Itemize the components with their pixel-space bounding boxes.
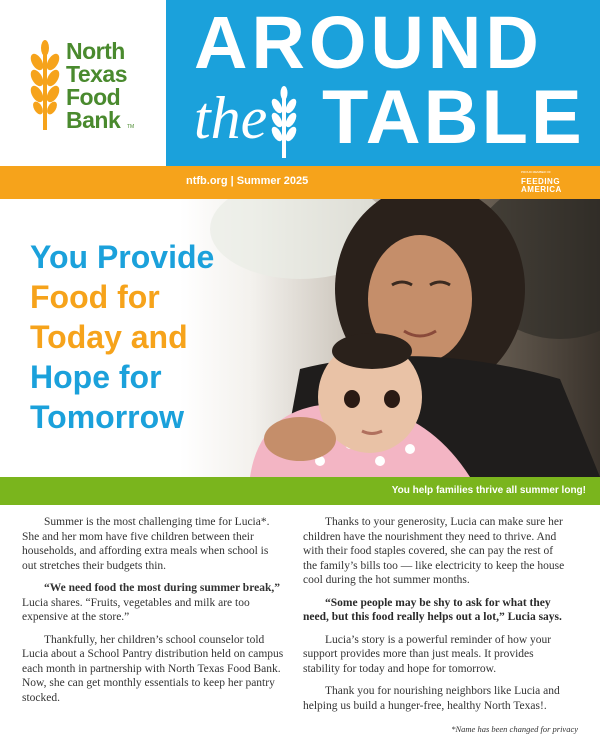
logo-line: Food [66,84,121,110]
issue-line: ntfb.org | Summer 2025 [186,175,309,187]
headline-line: You Provide [30,239,215,275]
partner-line2: AMERICA [521,185,562,194]
footnote: *Name has been changed for privacy [451,724,578,734]
paragraph: Thank you for nourishing neighbors like Lucia and helping us build a hunger-free, healthy North Texas!. [303,685,560,712]
quote-paragraph: “Some people may be shy to ask for what they need, but this food really helps out a lot,” Lucia says. [303,596,562,623]
quote-bold: “We need food the most during summer break,” [44,582,280,594]
paragraph: Summer is the most challenging time for Lucia*. She and her mom have five children between their households, and affording extra meals when school is out stretches their budgets thin. [22,516,270,572]
body-column-left [22,515,284,713]
logo-line: Bank [66,107,121,133]
tagline: You help families thrive all summer long! [391,485,586,496]
masthead-table: TABLE [322,75,585,160]
logo-line: North [66,38,125,64]
body-column-right [303,515,565,721]
headline-line: Tomorrow [30,399,185,435]
quote-rest: Lucia shares. “Fruits, vegetables and milk are too expensive at the store.” [22,596,250,623]
logo-wordmark [66,40,127,132]
partner-small-text: PROUD MEMBER OF [521,170,551,174]
headline-line: Today and [30,319,188,355]
paragraph [22,581,284,625]
headline [30,237,214,437]
headline-line: Hope for [30,359,162,395]
partner-line1: FEEDING [521,177,561,186]
masthead-around: AROUND [194,1,543,84]
paragraph: Lucia’s story is a powerful reminder of how your support provides more than just meals. It provides stability for today and hope for tomorrow. [303,633,552,675]
wheat-icon [268,86,300,158]
headline-line: Food for [30,279,160,315]
feeding-america-logo [521,171,573,197]
logo-line: Texas [66,61,128,87]
trademark: TM [127,124,135,130]
masthead-the: the [194,85,268,151]
paragraph: Thanks to your generosity, Lucia can make sure her children have the nourishment they need to thrive. And with their food staples covered, she can pay the rest of the family’s bills too — like electricity to keep the house cool during the hot summer months. [303,516,565,586]
paragraph: Thankfully, her children’s school counselor told Lucia about a School Pantry distribution held on campus each month in partnership with North Texas Food Bank. Now, she can get monthly essentials to keep her pantry stocked. [22,633,284,704]
wheat-logo-icon [28,40,62,130]
